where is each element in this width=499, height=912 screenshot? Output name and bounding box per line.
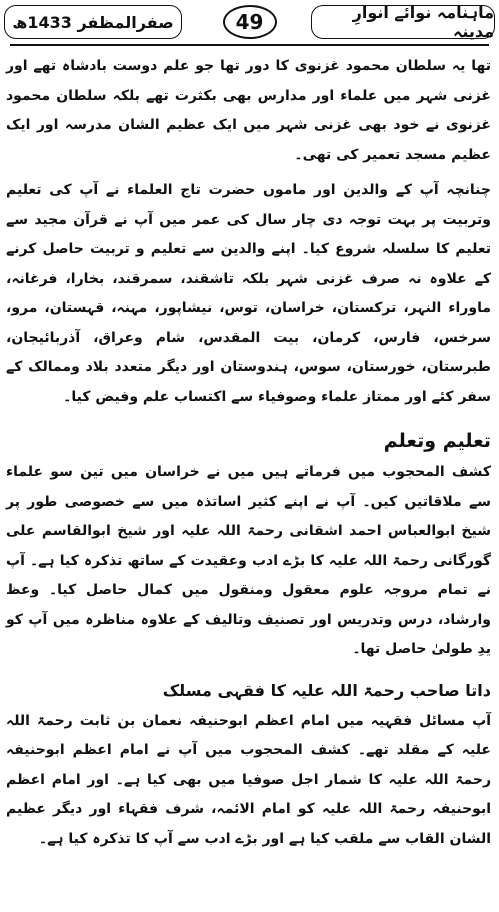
paragraph-3: کشف المحجوب میں فرماتے ہیں میں نے خراسان میں تین سو علماء سے ملاقاتیں کیں۔ آپ نے اپنے کثیر اساتذہ میں سے خصوصی طور پر شیخ ابوالعباس احمد اشقانی رحمۃ اللہ علیہ اور شیخ ابوالقاسم علی گورگانی رحمۃ اللہ علیہ کا بڑے ادب وعقیدت کے ساتھ تذکرہ کیا ہے۔ آپ نے تمام مروجہ علوم معقول ومنقول میں کمال حاصل کیا۔ وعظ وارشاد، درس وتدریس اور تصنیف وتالیف کے علاوہ مناظرہ میں آپ کو یدِ طولیٰ حاصل تھا۔ bbox=[6, 464, 491, 657]
page-number: 49 bbox=[235, 10, 264, 34]
page-number-badge bbox=[223, 5, 277, 39]
magazine-title: ماہنامہ نوائے انوارِ مدینہ bbox=[352, 3, 494, 41]
article-body bbox=[6, 52, 491, 854]
section-heading-fiqh: داتا صاحب رحمۃ اللہ علیہ کا فقہی مسلک bbox=[162, 680, 491, 700]
header-rule bbox=[10, 44, 489, 46]
paragraph-1: تھا یہ سلطان محمود غزنوی کا دور تھا جو علم دوست بادشاہ تھے اور غزنی شہر میں علماء اور مدارس بھی بکثرت تھے بلکہ سلطان محمود غزنوی نے خود بھی غزنی شہر میں ایک عظیم الشان مدرسہ اور ایک عظیم مسجد تعمیر کی تھی۔ bbox=[6, 58, 491, 163]
issue-date-box bbox=[4, 5, 182, 39]
paragraph-4: آپ مسائل فقہیہ میں امام اعظم ابوحنیفہ نعمان بن ثابت رحمۃ اللہ علیہ کے مقلد تھے۔ کشف المحجوب میں آپ نے امام اعظم ابوحنیفہ رحمۃ اللہ علیہ کا شمار اجل صوفیا میں بھی کیا ہے۔ اور امام اعظم ابوحنیفہ رحمۃ اللہ علیہ کو امام الائمہ، شرف فقہاء اور دیگر عظیم الشان القاب سے ملقب کیا ہے اور بڑے ادب سے آپ کا تذکرہ کیا ہے۔ bbox=[6, 712, 491, 847]
magazine-title-box bbox=[311, 5, 495, 39]
section-heading-education: تعلیم وتعلم bbox=[383, 430, 491, 452]
page-header bbox=[4, 5, 495, 41]
issue-date: صفرالمظفر 1433ھ bbox=[12, 12, 174, 32]
paragraph-2: چنانچہ آپ کے والدین اور ماموں حضرت تاج العلماء نے آپ کی تعلیم وتربیت پر بہت توجہ دی چار سال کی عمر میں آپ نے قرآن مجید سے تعلیم کا سلسلہ شروع کیا۔ اپنے والدین سے تعلیم و تربیت حاصل کرنے کے علاوہ نہ صرف غزنی شہر بلکہ تاشقند، سمرقند، بخارا، فرغانہ، ماوراء النہر، ترکستان، خراسان، توس، نیشاپور، مہنہ، قہستان، مرو، سرخس، فارس، کرمان، بیت المقدس، شام وعراق، آذربائیجان، طبرستان، خورستان، سوس، ہندوستان اور دیگر متعدد بلاد وممالک کے سفر کئے اور ممتاز علماء وصوفیاء سے اکتساب علم وفیض کیا۔ bbox=[6, 182, 491, 405]
